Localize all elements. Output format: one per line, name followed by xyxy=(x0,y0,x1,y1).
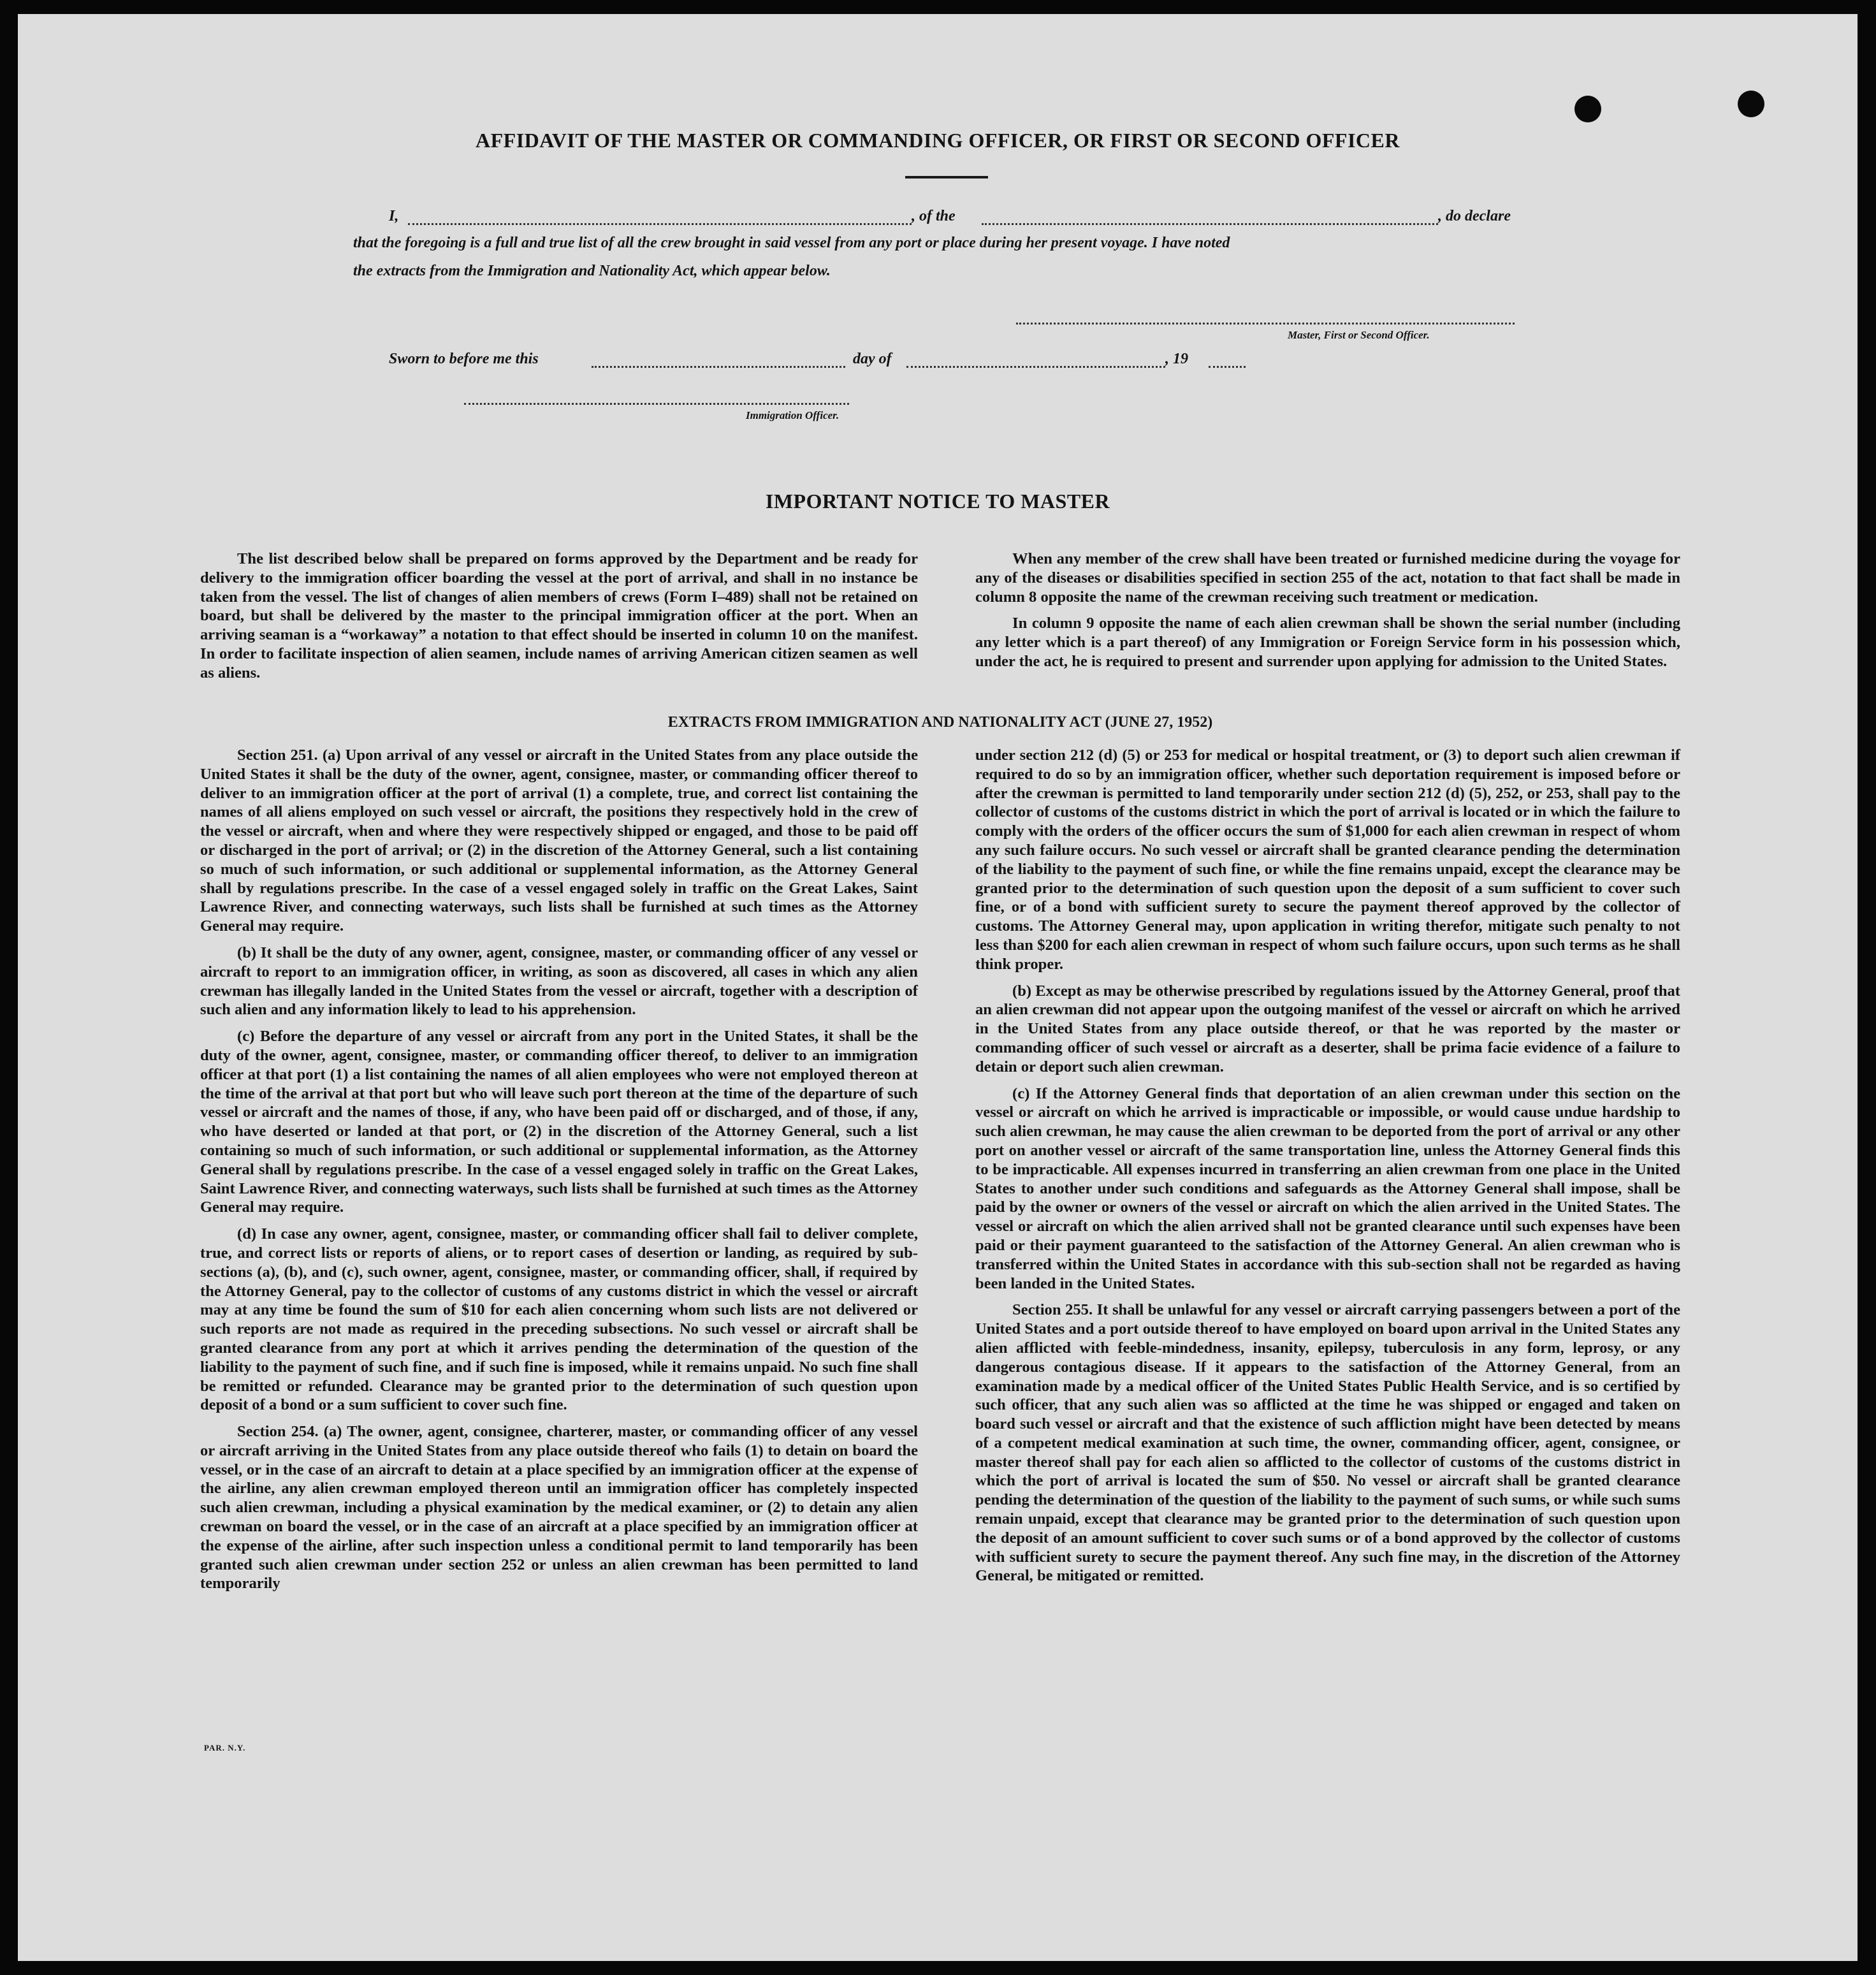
declare-of-the: , of the xyxy=(912,208,956,224)
vessel-name-field[interactable] xyxy=(982,223,1438,225)
declare-do-declare: , do declare xyxy=(1438,208,1511,224)
document-page xyxy=(18,14,1858,1961)
section-254-c: (c) If the Attorney General finds that deportation of an alien crewman under this section on the vessel or aircraft on which he arrived is impracticable or impossible, or would cause undue hardship to such alien crewman, he may cause the alien crewman to be deported from the port of arrival or any other port on another vessel or aircraft of the same transportation line, unless the Attorney General finds this to be impracticable. All expenses incurred in transferring an alien crewman from one place in the United States to another under such conditions and safeguards as the Attorney General shall impose, shall be paid by the owner or owners of the vessel or aircraft on which the alien arrived in the United States. The vessel or aircraft on which the alien arrived shall not be granted clearance until such expenses have been paid or their payment guaranteed to the satisfaction of the Attorney General. An alien crewman who is transferred within the United States in accordance with this sub-section shall not be regarded as having been landed in the United States. xyxy=(975,1084,1680,1292)
notice-right-paragraph-2: In column 9 opposite the name of each alien crewman shall be shown the serial number (including any letter which is a part thereof) of any Immigration or Foreign Service form in his possession which, under the act, he is required to present and surrender upon applying for admission to the United States. xyxy=(975,615,1680,670)
section-251-d: (d) In case any owner, agent, consignee, master, or commanding officer shall fail to deliver complete, true, and correct lists or reports of aliens, or to report cases of desertion or landing, as required by sub-sections (a), (b), and (c), such owner, agent, consignee, master, or commanding officer, shall, if required by the Attorney General, pay to the collector of customs of any customs district in which the vessel or aircraft may at any time be found the sum of $10 for each alien concerning whom such lists are not delivered or such reports are not made as required in the preceding subsections. No such vessel or aircraft shall be granted clearance from any port at which it arrives pending the determination of the question of the liability to the payment of such fine, and if such fine is imposed, while it remains unpaid. No such fine shall be remitted or refunded. Clearance may be granted prior to the determination of such question upon deposit of a bond or a sum sufficient to cover such fine. xyxy=(200,1225,918,1414)
notice-right-column xyxy=(975,550,1680,679)
extracts-right-column xyxy=(975,746,1680,1593)
affidavit-title: AFFIDAVIT OF THE MASTER OR COMMANDING OFFICER, OR FIRST OR SECOND OFFICER xyxy=(476,129,1400,152)
sworn-year-prefix: , 19 xyxy=(1165,351,1188,367)
punch-hole-left xyxy=(1574,96,1601,122)
declarant-name-field[interactable] xyxy=(408,223,912,225)
section-251-b: (b) It shall be the duty of any owner, agent, consignee, master, or commanding officer of any vessel or aircraft to report to an immigration officer, in writing, as soon as discovered, all cases in which any alien crewman has illegally landed in the United States from the vessel or aircraft, together with a description of such alien and any information likely to lead to his apprehension. xyxy=(200,944,918,1019)
notice-left-paragraph: The list described below shall be prepared on forms approved by the Department and be ready for delivery to the immigration officer boarding the vessel at the port of arrival, and shall in no instance be taken from the vessel. The list of changes of alien members of crews (Form I–489) shall not be retained on board, but shall be delivered by the master to the principal immigration officer at the port. When an arriving seaman is a “workaway” a notation to that effect should be inserted in column 10 on the manifest. In order to facilitate inspection of alien seamen, include names of arriving American citizen seamen as well as aliens. xyxy=(200,550,918,681)
declare-line-2: that the foregoing is a full and true list of all the crew brought in said vessel from any port or place during her present voyage. I have noted xyxy=(353,235,1230,251)
sworn-prefix: Sworn to before me this xyxy=(389,351,539,367)
notice-right-paragraph-1: When any member of the crew shall have been treated or furnished medicine during the voyage for any of the diseases or disabilities specified in section 255 of the act, notation to that fact shall be made in column 8 opposite the name of the crewman receiving such treatment or medication. xyxy=(975,550,1680,606)
master-signature-field[interactable] xyxy=(1016,323,1515,324)
extracts-title: EXTRACTS FROM IMMIGRATION AND NATIONALITY ACT (JUNE 27, 1952) xyxy=(667,714,1213,731)
sworn-month-field[interactable] xyxy=(906,366,1165,368)
immigration-officer-label: Immigration Officer. xyxy=(746,409,840,421)
section-254-a-continued: under section 212 (d) (5) or 253 for medical or hospital treatment, or (3) to deport such alien crewman if required to do so by an immigration officer, whether such deportation requirement is imposed before or after the crewman is permitted to land temporarily under section 212 (d) (5), 252, or 253, shall pay to the collector of customs of the customs district in which the port of arrival is located or in which the failure to comply with the orders of the officer occurs the sum of $1,000 for each alien crewman in respect of whom any such failure occurs. No such vessel or aircraft shall be granted clearance pending the determination of the liability to the payment of such fine, or while the fine remains unpaid, except the clearance may be granted prior to the determination of such question upon the deposit of a sum sufficient to cover such fine, or of a bond with sufficient surety to secure the payment thereof approved by the collector of customs. The Attorney General may, upon application in writing therefor, mitigate such penalty to not less than $200 for each alien crewman in respect of whom such failure occurs, upon such terms as he shall think proper. xyxy=(975,747,1680,973)
notice-title: IMPORTANT NOTICE TO MASTER xyxy=(765,490,1110,513)
punch-hole-right xyxy=(1738,91,1764,117)
section-254-b: (b) Except as may be otherwise prescribed by regulations issued by the Attorney General, proof that an alien crewman did not appear upon the outgoing manifest of the vessel or aircraft on which he arrived in the United States from any place outside thereof, or that he was reported by the master or commanding officer of such vessel or aircraft as a deserter, shall be prima facie evidence of a failure to detain or deport such alien crewman. xyxy=(975,982,1680,1075)
section-254-a: Section 254. (a) The owner, agent, consignee, charterer, master, or commanding officer of any vessel or aircraft arriving in the United States from any place outside thereof who fails (1) to detain on board the vessel, or in the case of an aircraft to detain at a place specified by an immigration officer at the expense of the airline, any alien crewman employed thereon until an immigration officer has completely inspected such alien crewman, including a physical examination by the medical examiner, or (2) to detain any alien crewman on board the vessel, or in the case of an aircraft at a place specified by an immigration officer at the expense of the airline, after such inspection unless a conditional permit to land temporarily has been granted such alien crewman under section 252 or unless an alien crewman has been permitted to land temporarily xyxy=(200,1423,918,1592)
notice-left-column xyxy=(200,550,918,690)
title-rule xyxy=(905,176,988,179)
sworn-date-field[interactable] xyxy=(592,366,845,368)
declare-line-3: the extracts from the Immigration and Nationality Act, which appear below. xyxy=(353,263,831,279)
extracts-left-column xyxy=(200,746,918,1601)
printer-mark: PAR. N.Y. xyxy=(204,1743,246,1753)
declare-i: I, xyxy=(389,208,399,224)
section-251-c: (c) Before the departure of any vessel or aircraft from any port in the United States, it shall be the duty of the owner, agent, consignee, master, or commanding officer thereof, to deliver to an immigration officer at that port (1) a list containing the names of all alien employees who were not employed thereon at the time of the arrival at that port but who will leave such port thereon at the time of the departure of such vessel or aircraft and the names of those, if any, who have been paid off or discharged, and of those, if any, who have deserted or landed at that port, or (2) in the discretion of the Attorney General, such a list containing so much of such information, or such additional or supplemental information, as the Attorney General shall by regulations prescribe. In the case of a vessel engaged solely in traffic on the Great Lakes, Saint Lawrence River, and connecting waterways, such lists shall be furnished at such times as the Attorney General may require. xyxy=(200,1028,918,1216)
sworn-day-of: day of xyxy=(853,351,892,367)
sworn-year-field[interactable] xyxy=(1209,366,1246,368)
section-251-a: Section 251. (a) Upon arrival of any vessel or aircraft in the United States from any place outside the United States it shall be the duty of the owner, agent, consignee, master, or commanding officer thereof to deliver to an immigration officer at the port of arrival (1) a complete, true, and correct list containing the names of all aliens employed on such vessel or aircraft, the positions they respectively hold in the crew of the vessel or aircraft, when and where they were respectively shipped or engaged, and those to be paid off or discharged in the port of arrival; or (2) in the discretion of the Attorney General, such a list containing so much of such information, or such additional or supplemental information, as the Attorney General shall by regulations prescribe. In the case of a vessel engaged solely in traffic on the Great Lakes, Saint Lawrence River, and connecting waterways, such lists shall be furnished at such times as the Attorney General may require. xyxy=(200,747,918,935)
section-255: Section 255. It shall be unlawful for any vessel or aircraft carrying passengers between a port of the United States and a port outside thereof to have employed on board upon arrival in the United States any alien afflicted with feeble-mindedness, insanity, epilepsy, tuberculosis in any form, leprosy, or any dangerous contagious disease. If it appears to the satisfaction of the Attorney General, from an examination made by a medical officer of the United States Public Health Service, and is so certified by such officer, that any such alien was so afflicted at the time he was shipped or engaged and taken on board such vessel or aircraft and that the existence of such affliction might have been detected by means of a competent medical examination at such time, the owner, commanding officer, agent, consignee, or master thereof shall pay for each alien so afflicted to the collector of customs of the customs district in which the port of arrival is located the sum of $50. No vessel or aircraft shall be granted clearance pending the determination of the question of the liability to the payment of such sums, or while such sums remain unpaid, except that clearance may be granted prior to the determination of such question upon the deposit of an amount sufficient to cover such sums or of a bond approved by the collector of customs with sufficient surety to secure the payment thereof. Any such fine may, in the discretion of the Attorney General, be mitigated or remitted. xyxy=(975,1301,1680,1585)
master-signature-label: Master, First or Second Officer. xyxy=(1288,329,1430,341)
immigration-officer-signature-field[interactable] xyxy=(464,403,849,405)
